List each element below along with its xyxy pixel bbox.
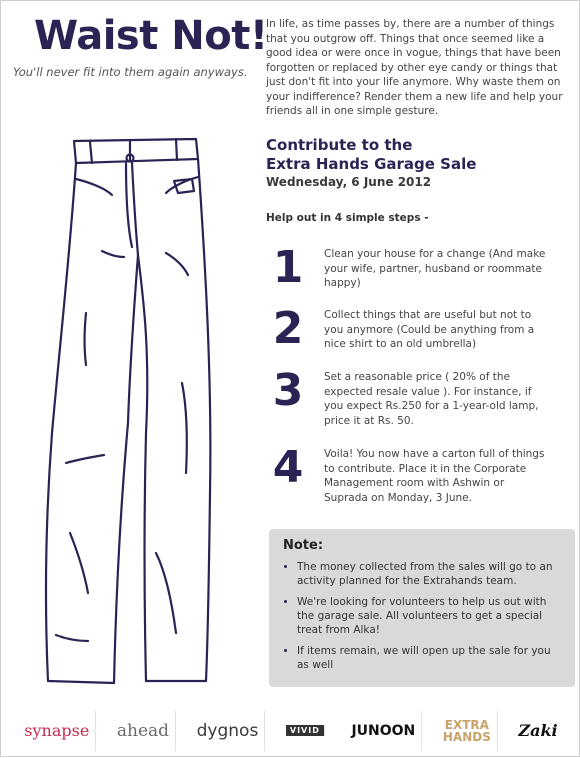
note-title: Note: (283, 538, 324, 553)
contribute-line-1: Contribute to the (266, 136, 413, 154)
step-number: 4 (272, 442, 304, 493)
zaki-logo: Zaki (518, 721, 558, 740)
tagline: You'll never fit into them again anyways. (13, 65, 248, 79)
synapse-logo: synapse (18, 711, 96, 751)
note-list (283, 560, 565, 672)
extra-hands-logo-line-1: EXTRA (444, 717, 489, 732)
note-box (269, 529, 575, 687)
step-text: Clean your house for a change (And make your wife, partner, husband or roommate happy) (324, 248, 546, 289)
step-number: 1 (272, 242, 304, 293)
event-date: Wednesday, 6 June 2012 (266, 175, 432, 189)
vivid-logo: VIVID (286, 725, 325, 736)
contribute-line-2: Extra Hands Garage Sale (266, 155, 477, 173)
page-title: Waist Not! (34, 13, 268, 59)
step-number: 3 (272, 365, 304, 416)
contribute-heading (266, 136, 476, 174)
note-item: • We're looking for volunteers to help us out with the garage sale. All volunteers to get a special treat from Alka! (297, 595, 565, 637)
extra-hands-logo (437, 711, 498, 751)
extra-hands-logo-line-2: HANDS (442, 729, 491, 744)
step-text: Set a reasonable price ( 20% of the expected resale value ). For instance, if you expect Rs.250 for a 1-year-old lamp, price it at Rs. 50. (324, 371, 539, 427)
junoon-logo: JUNOON (345, 711, 422, 751)
steps-heading: Help out in 4 simple steps - (266, 212, 429, 224)
step-text: Voila! You now have a carton full of things to contribute. Place it in the Corporate Management room with Ashwin or Suprada on Monday, 3 June. (324, 448, 545, 504)
sponsor-logo-bar (1, 703, 580, 758)
dygnos-logo: dygnos (191, 711, 266, 751)
step-text: Collect things that are useful but not to you anymore (Could be anything from a nice shirt to an old umbrella) (324, 309, 535, 350)
intro-paragraph: In life, as time passes by, there are a number of things that you outgrow off. Things that once seemed like a good idea or were once in vogue, things that have been forgotten or replaced by other eye candy or things that just don't fit into your life anymore. Why waste them on your indifference? Render them a new life and help your friends all in one simple gesture. (266, 18, 563, 117)
ahead-logo: ahead (111, 711, 176, 751)
step-number: 2 (272, 303, 304, 354)
jeans-illustration (26, 133, 226, 693)
note-item: • The money collected from the sales will go to an activity planned for the Extrahands team. (297, 560, 565, 588)
note-item: • If items remain, we will open up the sale for you as well (297, 644, 565, 672)
